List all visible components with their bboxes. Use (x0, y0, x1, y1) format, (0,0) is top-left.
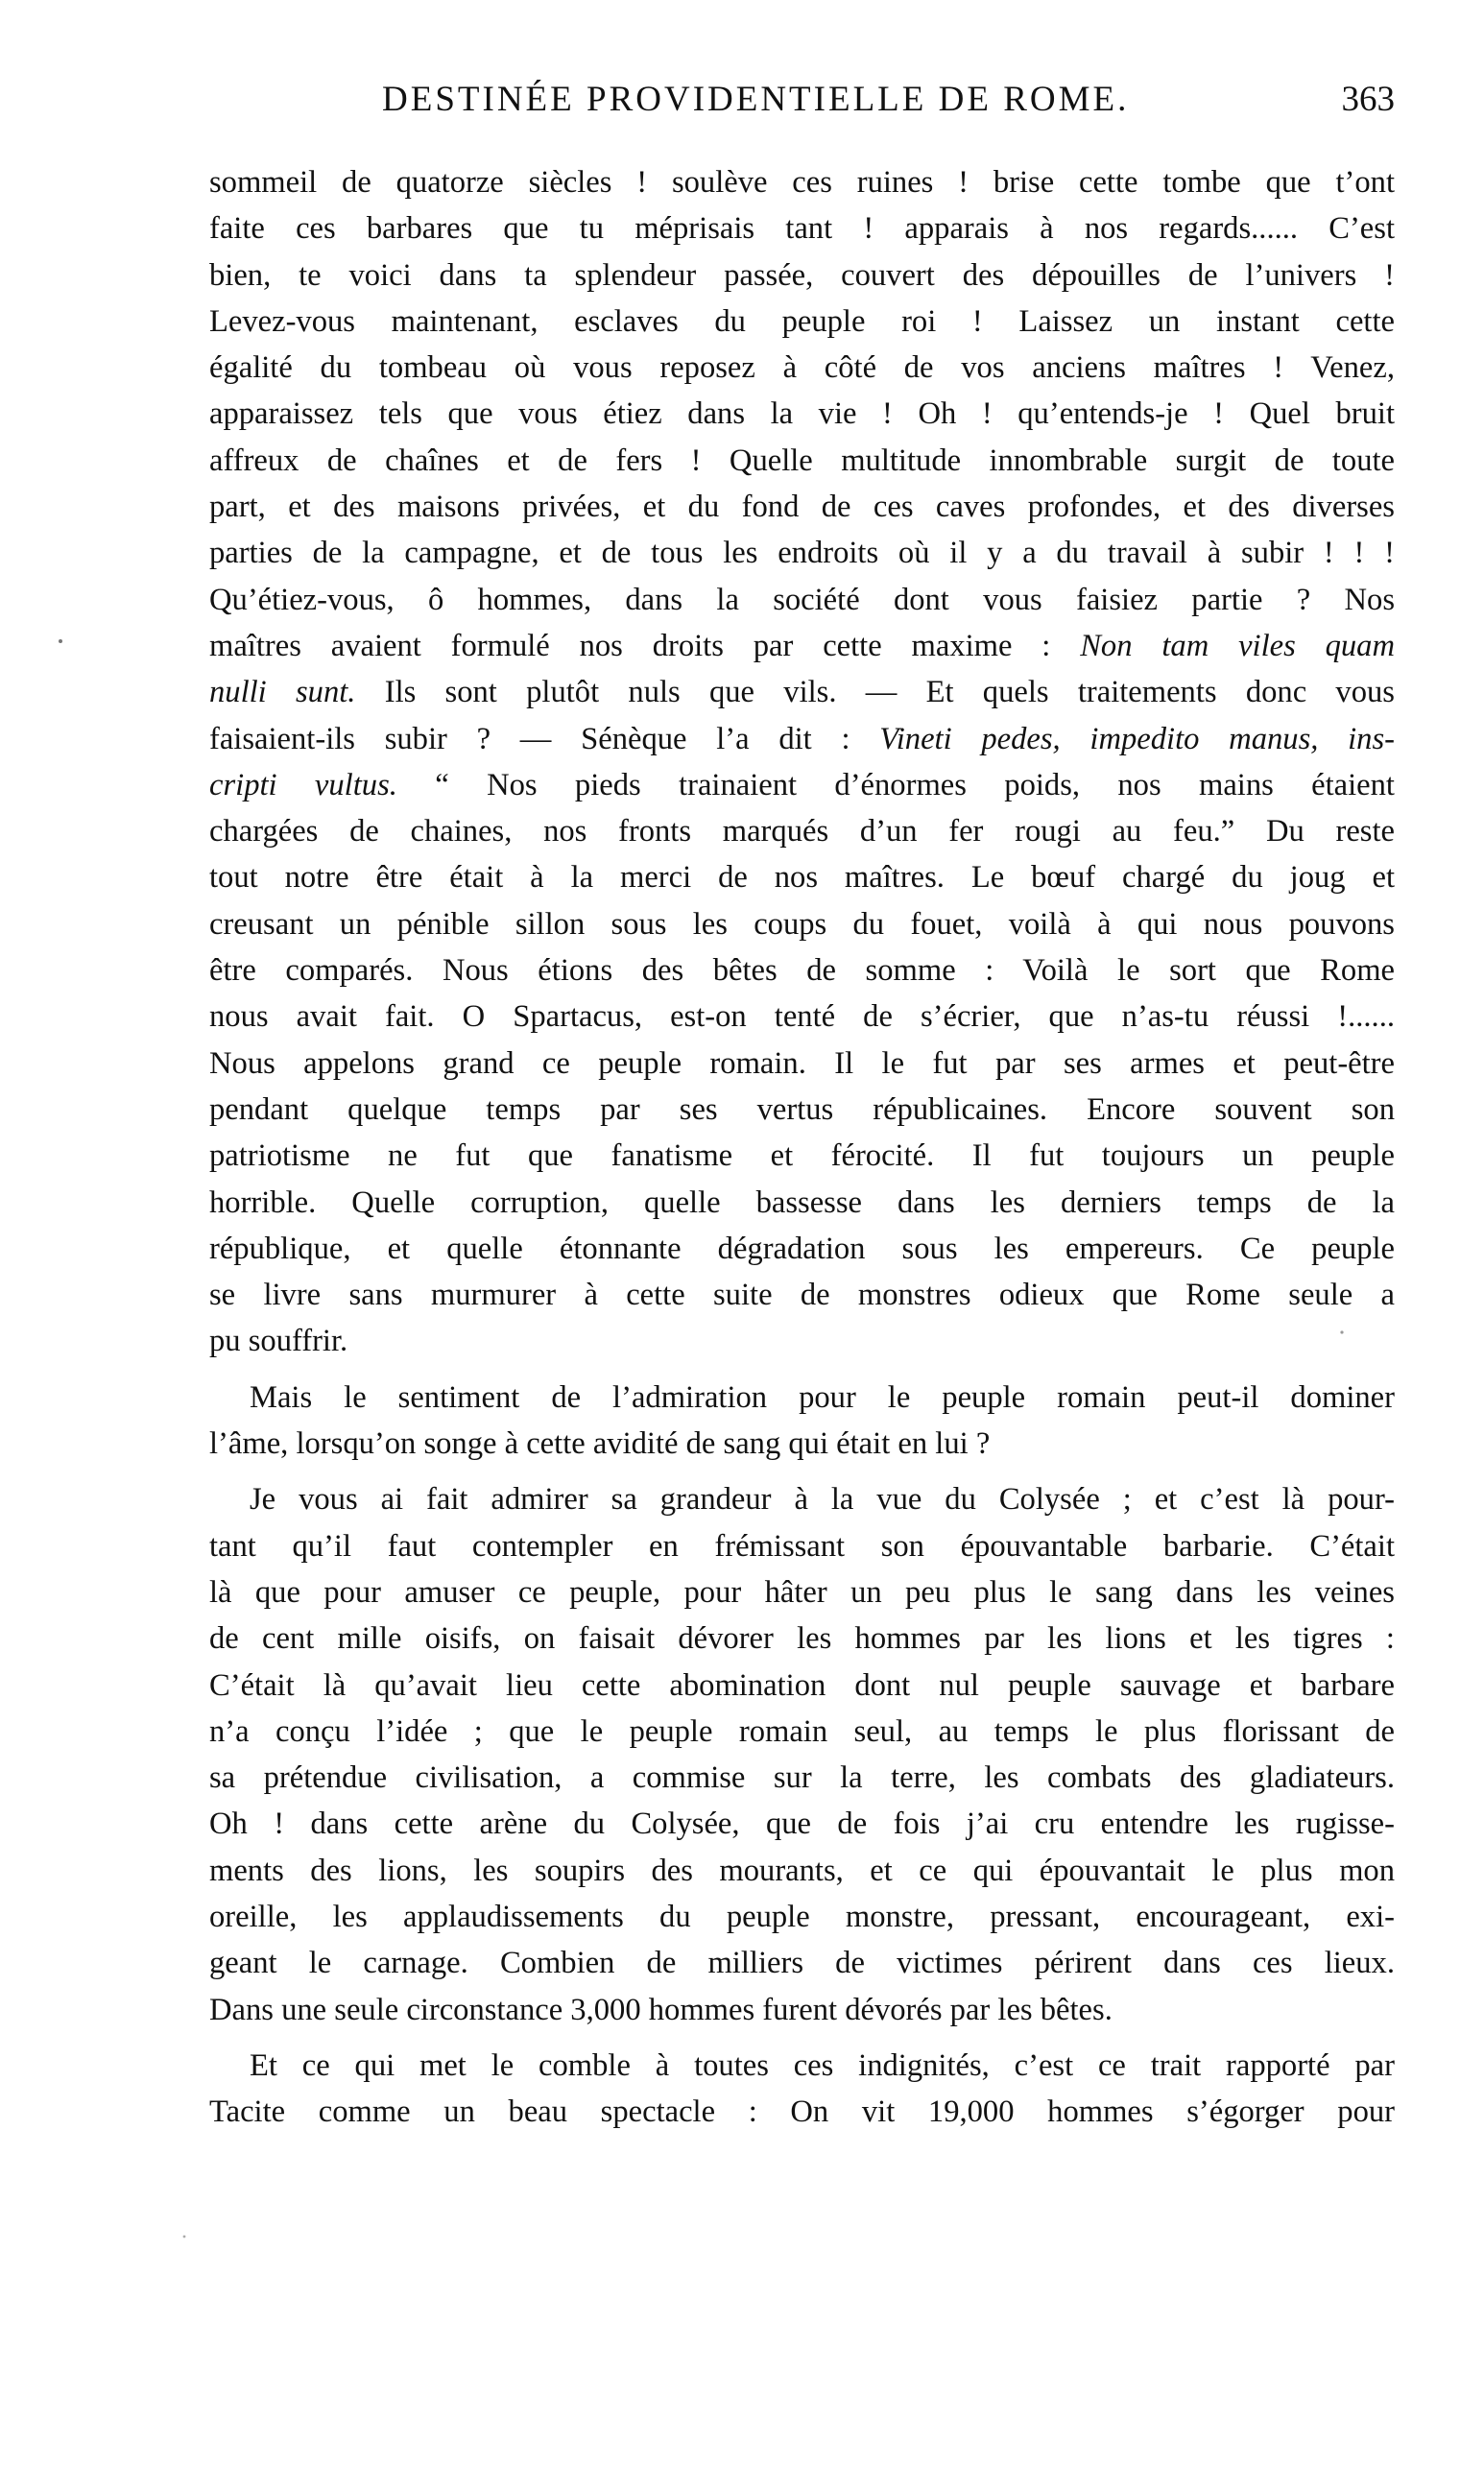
text-line: affreux de chaînes et de fers ! Quelle multitude innombrable surgit de toute (209, 443, 1395, 478)
text-line: l’âme, lorsqu’on songe à cette avidité de sang qui était en lui ? (209, 1426, 991, 1462)
text-line: là que pour amuser ce peuple, pour hâter un peu plus le sang dans les veines (209, 1574, 1395, 1610)
text-line: parties de la campagne, et de tous les endroits où il y a du travail à subir ! ! ! (209, 536, 1395, 571)
text-line: maîtres avaient formulé nos droits par cette maxime : Non tam viles quam (209, 628, 1395, 663)
scan-speck (183, 2236, 186, 2238)
page-number: 363 (1341, 80, 1395, 119)
latin-quotation: Vineti pedes, impedito manus, ins- (879, 721, 1395, 756)
scan-speck (59, 639, 62, 643)
text-line: creusant un pénible sillon sous les coups du fouet, voilà à qui nous pouvons (209, 906, 1395, 942)
text-line: être comparés. Nous étions des bêtes de somme : Voilà le sort que Rome (209, 953, 1395, 989)
text-line: de cent mille oisifs, on faisait dévorer les hommes par les lions et les tigres : (209, 1621, 1395, 1657)
text-line: pu souffrir. (209, 1324, 348, 1359)
paragraph (209, 1375, 1395, 1468)
latin-quotation: Non tam viles quam (1080, 628, 1395, 663)
text-line: Oh ! dans cette arène du Colysée, que de fois j’ai cru entendre les rugisse- (209, 1807, 1395, 1842)
text-line: Qu’étiez-vous, ô hommes, dans la société dont vous faisiez partie ? Nos (209, 582, 1395, 617)
text-line: nulli sunt. Ils sont plutôt nuls que vils. — Et quels traitements donc vous (209, 675, 1395, 710)
paragraph (209, 159, 1395, 1365)
text-line: patriotisme ne fut que fanatisme et férocité. Il fut toujours un peuple (209, 1138, 1395, 1174)
text-line: C’était là qu’avait lieu cette abomination dont nul peuple sauvage et barbare (209, 1667, 1395, 1703)
body-text (209, 159, 1395, 2309)
text-line: tout notre être était à la merci de nos maîtres. Le bœuf chargé du joug et (209, 860, 1395, 896)
text-line: république, et quelle étonnante dégradation sous les empereurs. Ce peuple (209, 1231, 1395, 1266)
text-line: nous avait fait. O Spartacus, est-on tenté de s’écrier, que n’as-tu réussi !...... (209, 999, 1395, 1035)
text-line: pendant quelque temps par ses vertus républicaines. Encore souvent son (209, 1091, 1395, 1127)
running-title: DESTINÉE PROVIDENTIELLE DE ROME. (382, 80, 1130, 119)
text-line: égalité du tombeau où vous reposez à côté de vos anciens maîtres ! Venez, (209, 350, 1395, 386)
text-line: n’a conçu l’idée ; que le peuple romain seul, au temps le plus florissant de (209, 1713, 1395, 1749)
text-line: faisaient-ils subir ? — Sénèque l’a dit : Vineti pedes, impedito manus, ins- (209, 721, 1395, 756)
latin-quotation: nulli sunt. (209, 675, 356, 710)
text-line: cripti vultus. “ Nos pieds trainaient d’énormes poids, nos mains étaient (209, 767, 1395, 802)
text-line: se livre sans murmurer à cette suite de monstres odieux que Rome seule a (209, 1278, 1395, 1313)
text-line: Et ce qui met le comble à toutes ces indignités, c’est ce trait rapporté par (250, 2047, 1395, 2083)
latin-quotation: cripti vultus. (209, 767, 397, 802)
text-line: Dans une seule circonstance 3,000 hommes furent dévorés par les bêtes. (209, 1992, 1113, 2027)
text-line: chargées de chaines, nos fronts marqués d’un fer rougi au feu.” Du reste (209, 814, 1395, 850)
text-line: Levez-vous maintenant, esclaves du peuple roi ! Laissez un instant cette (209, 303, 1395, 339)
text-line: Tacite comme un beau spectacle : On vit 19,000 hommes s’égorger pour (209, 2094, 1395, 2130)
text-line: sa prétendue civilisation, a commise sur la terre, les combats des gladiateurs. (209, 1760, 1395, 1796)
text-line: Je vous ai fait admirer sa grandeur à la vue du Colysée ; et c’est là pour- (250, 1482, 1395, 1518)
text-line: horrible. Quelle corruption, quelle bassesse dans les derniers temps de la (209, 1185, 1395, 1220)
text-line: part, et des maisons privées, et du fond de ces caves profondes, et des diverses (209, 490, 1395, 525)
text-line: Nous appelons grand ce peuple romain. Il le fut par ses armes et peut-être (209, 1045, 1395, 1081)
text-line: bien, te voici dans ta splendeur passée, couvert des dépouilles de l’univers ! (209, 257, 1395, 293)
text-line: geant le carnage. Combien de milliers de victimes périrent dans ces lieux. (209, 1946, 1395, 1981)
text-line: apparaissez tels que vous étiez dans la vie ! Oh ! qu’entends-je ! Quel bruit (209, 396, 1395, 432)
text-line: faite ces barbares que tu méprisais tant ! apparais à nos regards...... C’est (209, 211, 1395, 247)
paragraph (209, 2043, 1395, 2136)
text-line: ments des lions, les soupirs des mourants, et ce qui épouvantait le plus mon (209, 1853, 1395, 1888)
text-line: Mais le sentiment de l’admiration pour le peuple romain peut-il dominer (250, 1379, 1395, 1415)
text-line: tant qu’il faut contempler en frémissant son épouvantable barbarie. C’était (209, 1528, 1395, 1564)
page-header (209, 79, 1395, 127)
text-line: sommeil de quatorze siècles ! soulève ces ruines ! brise cette tombe que t’ont (209, 165, 1395, 200)
text-line: oreille, les applaudissements du peuple monstre, pressant, encourageant, exi- (209, 1899, 1395, 1934)
paragraph (209, 1476, 1395, 2033)
